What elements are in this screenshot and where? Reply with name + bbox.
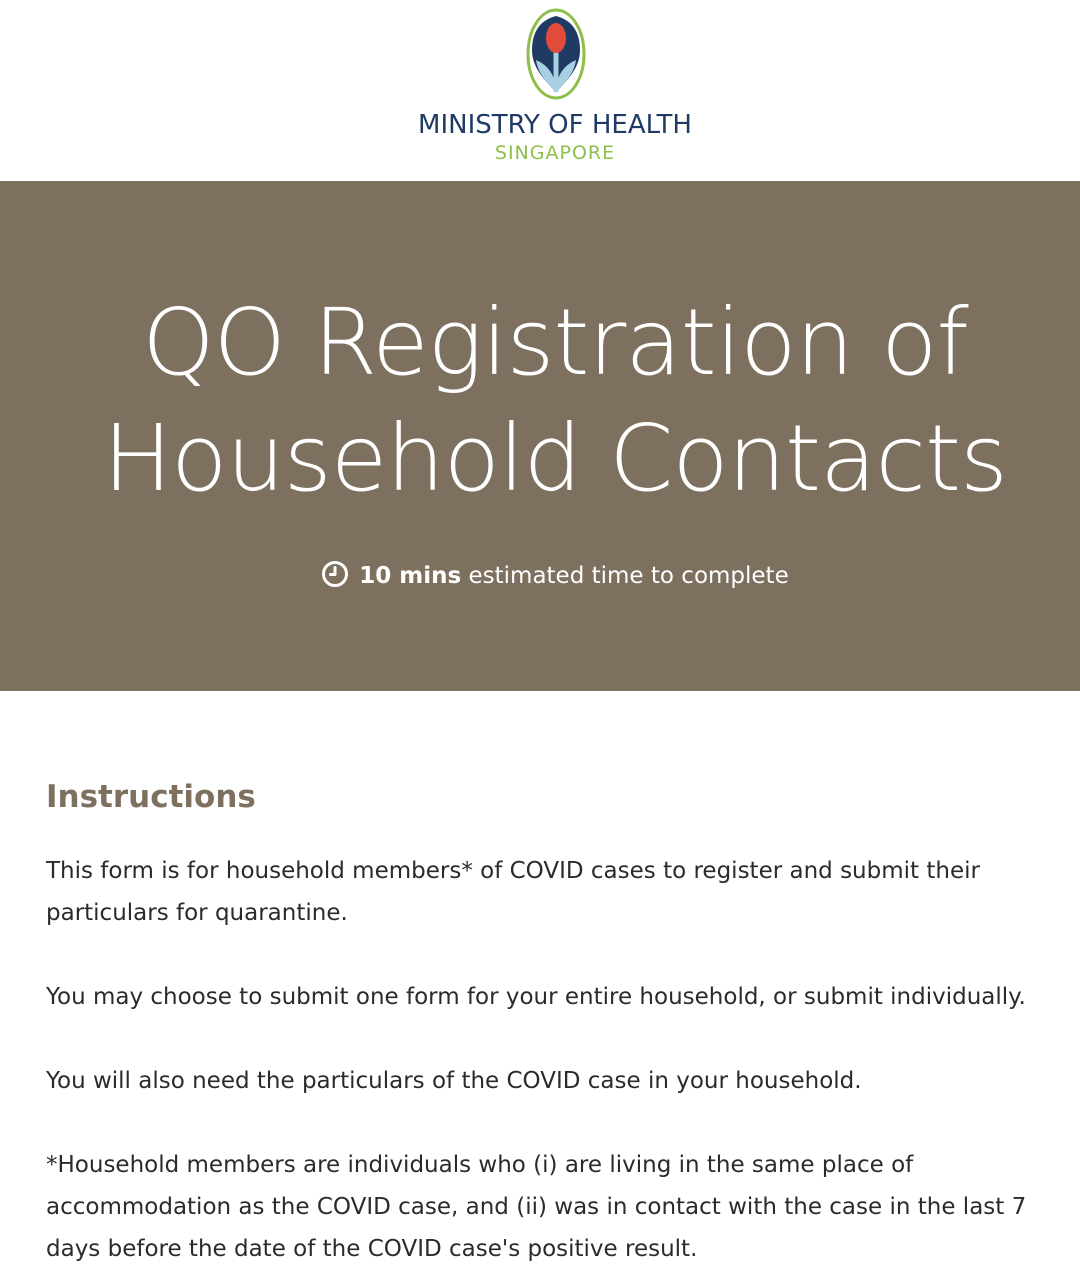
org-name: MINISTRY OF HEALTH — [418, 110, 692, 140]
clock-icon — [321, 560, 349, 588]
instruction-paragraph: You may choose to submit one form for your entire household, or submit individually. — [46, 984, 1026, 1010]
org-subtitle: SINGAPORE — [494, 142, 616, 164]
estimated-time-suffix: estimated time to complete — [468, 563, 789, 589]
form-title — [0, 285, 1080, 517]
moh-crest-icon — [526, 8, 586, 100]
form-title-line-1: QO Registration of — [142, 289, 968, 396]
instruction-paragraph: You will also need the particulars of the COVID case in your household. — [46, 1068, 862, 1094]
form-title-line-2: Household Contacts — [103, 405, 1007, 512]
household-definition-paragraph: *Household members are individuals who (i) are living in the same place of accommodation as the COVID case, and (ii) was in contact with the case in the last 7 days before the date of the COVID case's positive result. — [46, 1152, 1027, 1262]
estimated-time-value: 10 mins — [359, 563, 462, 589]
instructions-heading: Instructions — [46, 779, 256, 815]
instruction-paragraph: This form is for household members* of COVID cases to register and submit their particulars for quarantine. — [46, 858, 980, 926]
logo-header — [0, 0, 1080, 181]
form-banner — [0, 181, 1080, 691]
estimated-time — [0, 560, 1080, 592]
